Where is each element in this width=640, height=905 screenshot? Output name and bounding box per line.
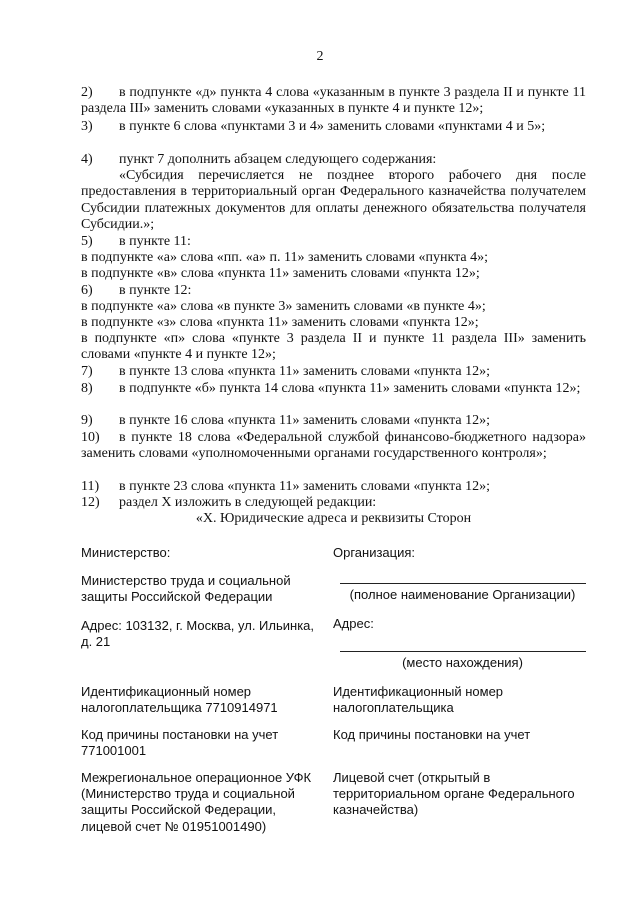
ministry-label: Министерство: [81, 545, 171, 560]
item-number: 7) [81, 364, 93, 379]
item-text: в пункте 12: [119, 283, 192, 298]
list-item-12 [81, 495, 586, 511]
ministry-account: Межрегиональное операционное УФК (Министерство труда и социальной защиты Российской Федерации, лицевой счет № 01951001490) [81, 770, 312, 834]
item-number: 3) [81, 119, 93, 134]
list-item-9 [81, 413, 586, 429]
item-text: в подпункте «б» пункта 14 слова «пункта 11» заменить словами «пункта 12»; [119, 381, 581, 396]
ministry-name: Министерство труда и социальной защиты Российской Федерации [81, 573, 291, 605]
list-item-7 [81, 364, 586, 380]
quote-paragraph: «Субсидия перечисляется не позднее второго рабочего дня после предоставления в территориальный орган Федерального казначейства получателем Субсидии платежных документов для оплаты денежного обязательства получателя Субсидии.»; [81, 168, 586, 233]
org-address-line [340, 651, 586, 652]
org-name-caption: (полное наименование Организации) [349, 587, 576, 602]
ministry-kpp: Код причины постановки на учет 771001001 [81, 727, 279, 759]
sub-item: в подпункте «а» слова «пп. «а» п. 11» заменить словами «пункта 4»; [81, 250, 488, 265]
list-item-5 [81, 234, 586, 250]
item-number: 4) [81, 152, 93, 167]
list-item-10 [81, 430, 586, 463]
page-number: 2 [316, 49, 324, 64]
list-item-11 [81, 479, 586, 495]
list-item-4 [81, 152, 586, 168]
list-item-6 [81, 283, 586, 299]
org-address-caption: (место нахождения) [402, 655, 523, 670]
ministry-inn: Идентификационный номер налогоплательщика 7710914971 [81, 684, 278, 716]
sub-item: в подпункте «з» слова «пункта 11» заменить словами «пункта 12»; [81, 315, 479, 330]
sub-item: в подпункте «а» слова «в пункте 3» заменить словами «в пункте 4»; [81, 299, 486, 314]
item-text: в пункте 13 слова «пункта 11» заменить словами «пункта 12»; [119, 364, 490, 379]
sub-item: в подпункте «п» слова «пункте 3 раздела II и пункте 11 раздела III» заменить словами «пункте 4 и пункте 12»; [81, 331, 586, 363]
org-address-label: Адрес: [333, 616, 374, 631]
item-text: в пункте 16 слова «пункта 11» заменить словами «пункта 12»; [119, 413, 490, 428]
item-number: 6) [81, 283, 93, 298]
item-text: в пункте 11: [119, 234, 191, 249]
org-inn: Идентификационный номер налогоплательщика [333, 684, 504, 716]
org-name-line [340, 583, 586, 584]
organization-label: Организация: [333, 545, 416, 560]
item-text: раздел X изложить в следующей редакции: [119, 495, 377, 510]
org-account: Лицевой счет (открытый в территориальном органе Федерального казначейства) [333, 770, 575, 818]
ministry-address: Адрес: 103132, г. Москва, ул. Ильинка, д. 21 [81, 618, 315, 650]
item-text: в подпункте «д» пункта 4 слова «указанным в пункте 3 раздела II и пункте 11 раздела III» заменить словами «указанных в пункте 4 и пункте 12»; [81, 85, 586, 117]
section-heading: «X. Юридические адреса и реквизиты Сторон [195, 511, 472, 526]
list-item-8 [81, 381, 586, 397]
list-item-2 [81, 85, 586, 118]
item-text: пункт 7 дополнить абзацем следующего содержания: [119, 152, 437, 167]
item-number: 11) [81, 479, 100, 494]
item-number: 9) [81, 413, 93, 428]
org-kpp: Код причины постановки на учет [333, 727, 531, 742]
item-number: 8) [81, 381, 93, 396]
item-number: 12) [81, 495, 100, 510]
sub-item: в подпункте «в» слова «пункта 11» заменить словами «пункта 12»; [81, 266, 480, 281]
item-number: 10) [81, 430, 100, 445]
item-text: в пункте 18 слова «Федеральной службой финансово-бюджетного надзора» заменить словами «уполномоченными органами государственного контроля»; [81, 430, 586, 462]
item-number: 5) [81, 234, 93, 249]
list-item-3 [81, 119, 586, 135]
item-number: 2) [81, 85, 93, 100]
item-text: в пункте 6 слова «пунктами 3 и 4» заменить словами «пунктами 4 и 5»; [119, 119, 546, 134]
item-text: в пункте 23 слова «пункта 11» заменить словами «пункта 12»; [119, 479, 490, 494]
